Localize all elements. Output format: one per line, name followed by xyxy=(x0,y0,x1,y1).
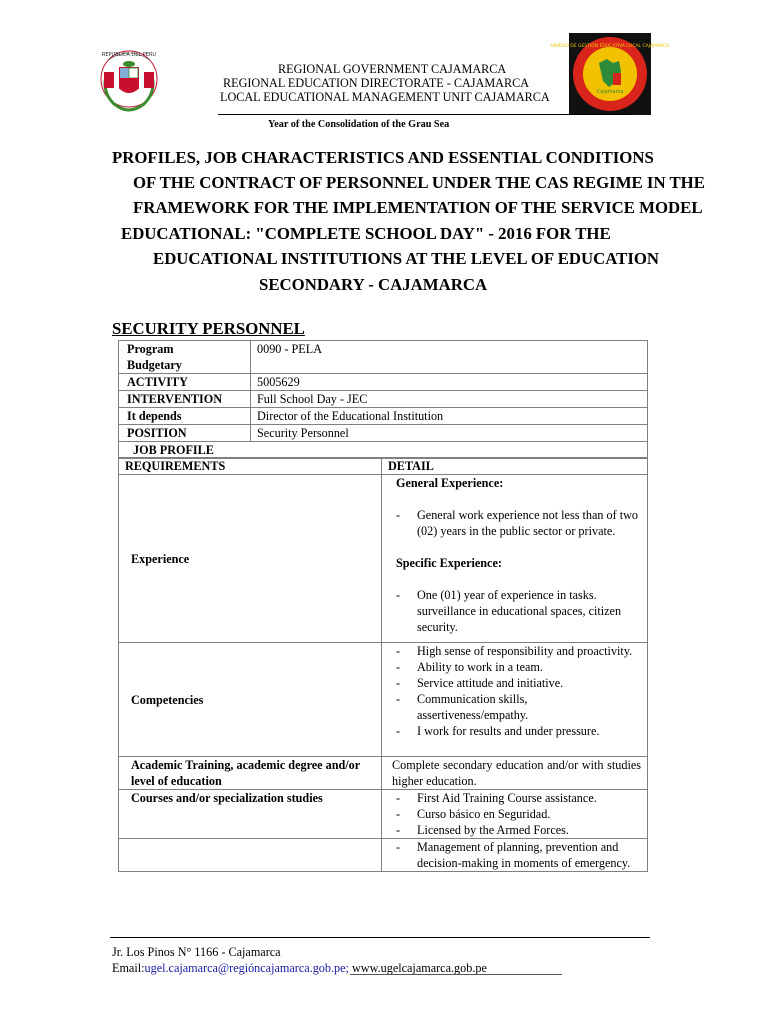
list-item: - Management of planning, prevention and decision-making in moments of emergency. xyxy=(392,839,641,871)
table-row xyxy=(119,341,648,374)
table-row xyxy=(119,839,648,872)
table-row xyxy=(119,643,648,757)
list-item: - I work for results and under pressure. xyxy=(392,723,641,739)
email-label: Email: xyxy=(112,961,145,975)
list-item: - First Aid Training Course assistance. xyxy=(392,790,641,806)
intervention-value: Full School Day - JEC xyxy=(251,391,648,408)
table-row xyxy=(119,757,648,790)
table-row xyxy=(119,408,648,425)
extra-detail xyxy=(382,839,648,872)
logo-text: UNIDAD DE GESTIÓN EDUCATIVA LOCAL CAJAMARCA xyxy=(550,44,670,49)
svg-text:Cajamarca: Cajamarca xyxy=(596,89,624,95)
job-profile-table xyxy=(118,457,648,872)
activity-key: ACTIVITY xyxy=(119,374,251,391)
competencies-detail xyxy=(382,643,648,757)
job-profile-heading: JOB PROFILE xyxy=(119,442,648,459)
depends-value: Director of the Educational Institution xyxy=(251,408,648,425)
document-title-line-3: FRAMEWORK FOR THE IMPLEMENTATION OF THE SERVICE MODEL xyxy=(133,198,703,217)
list-item: - Licensed by the Armed Forces. xyxy=(392,822,641,838)
header-line-3: LOCAL EDUCATIONAL MANAGEMENT UNIT CAJAMARCA xyxy=(220,90,550,104)
header-line-1: REGIONAL GOVERNMENT CAJAMARCA xyxy=(278,62,507,76)
document-title-line-5: EDUCATIONAL INSTITUTIONS AT THE LEVEL OF EDUCATION xyxy=(153,249,660,268)
footer-address: Jr. Los Pinos N° 1166 - Cajamarca xyxy=(112,945,281,959)
academic-training-label: Academic Training, academic degree and/or level of education xyxy=(119,757,382,790)
footer-divider xyxy=(110,937,650,938)
program-value: 0090 - PELA xyxy=(251,341,648,374)
website-link[interactable]: www.ugelcajamarca.gob.pe xyxy=(351,961,487,975)
list-item: - High sense of responsibility and proactivity. xyxy=(392,643,641,659)
empty-requirement-cell xyxy=(119,839,382,872)
program-key-cell xyxy=(119,341,251,374)
courses-detail xyxy=(382,790,648,839)
program-key-line-1: Program xyxy=(127,342,174,356)
requirements-header: REQUIREMENTS xyxy=(119,458,382,475)
courses-label: Courses and/or specialization studies xyxy=(119,790,382,839)
website-underline xyxy=(350,974,562,975)
table-row xyxy=(119,425,648,442)
position-value: Security Personnel xyxy=(251,425,648,442)
institution-header xyxy=(220,62,560,104)
header-divider xyxy=(218,114,630,115)
general-experience-heading: General Experience: xyxy=(396,476,504,490)
experience-label: Experience xyxy=(119,475,382,643)
document-title-line-1: PROFILES, JOB CHARACTERISTICS AND ESSENTIAL CONDITIONS xyxy=(112,148,654,167)
activity-value: 5005629 xyxy=(251,374,648,391)
document-title-line-4: EDUCATIONAL: "COMPLETE SCHOOL DAY" - 2016 FOR THE xyxy=(121,224,611,243)
table-row xyxy=(119,475,648,643)
seal-text: REPUBLICA DEL PERU xyxy=(101,52,157,58)
document-title-line-6: SECONDARY - CAJAMARCA xyxy=(259,275,488,294)
year-motto: Year of the Consolidation of the Grau Sea xyxy=(268,119,450,130)
list-item: - Communication skills, assertiveness/empathy. xyxy=(392,691,641,723)
ugel-cajamarca-logo xyxy=(550,33,670,115)
table-row xyxy=(119,391,648,408)
competencies-label: Competencies xyxy=(119,643,382,757)
list-item: - Curso básico en Seguridad. xyxy=(392,806,641,822)
peru-coat-of-arms-seal xyxy=(98,46,160,116)
detail-header: DETAIL xyxy=(382,458,648,475)
program-key-line-2: Budgetary xyxy=(127,358,182,372)
email-link[interactable]: ugel.cajamarca@regióncajamarca.gob.pe; xyxy=(144,961,349,975)
depends-key: It depends xyxy=(119,408,251,425)
table-row xyxy=(119,374,648,391)
position-key: POSITION xyxy=(119,425,251,442)
list-item: - Service attitude and initiative. xyxy=(392,675,641,691)
intervention-key: INTERVENTION xyxy=(119,391,251,408)
document-title-line-2: OF THE CONTRACT OF PERSONNEL UNDER THE CAS REGIME IN THE xyxy=(133,173,705,192)
specific-experience-heading: Specific Experience: xyxy=(396,556,502,570)
position-info-table xyxy=(118,340,648,459)
list-item: - General work experience not less than of two (02) years in the public sector or private. xyxy=(392,507,641,539)
list-item: - Ability to work in a team. xyxy=(392,659,641,675)
academic-training-value: Complete secondary education and/or with studies higher education. xyxy=(382,757,648,790)
header-line-2: REGIONAL EDUCATION DIRECTORATE - CAJAMARCA xyxy=(223,76,530,90)
table-row xyxy=(119,442,648,459)
table-row xyxy=(119,790,648,839)
table-header-row xyxy=(119,458,648,475)
experience-detail xyxy=(382,475,648,643)
list-item: - One (01) year of experience in tasks. surveillance in educational spaces, citizen security. xyxy=(392,587,641,635)
section-title: SECURITY PERSONNEL xyxy=(112,319,305,338)
